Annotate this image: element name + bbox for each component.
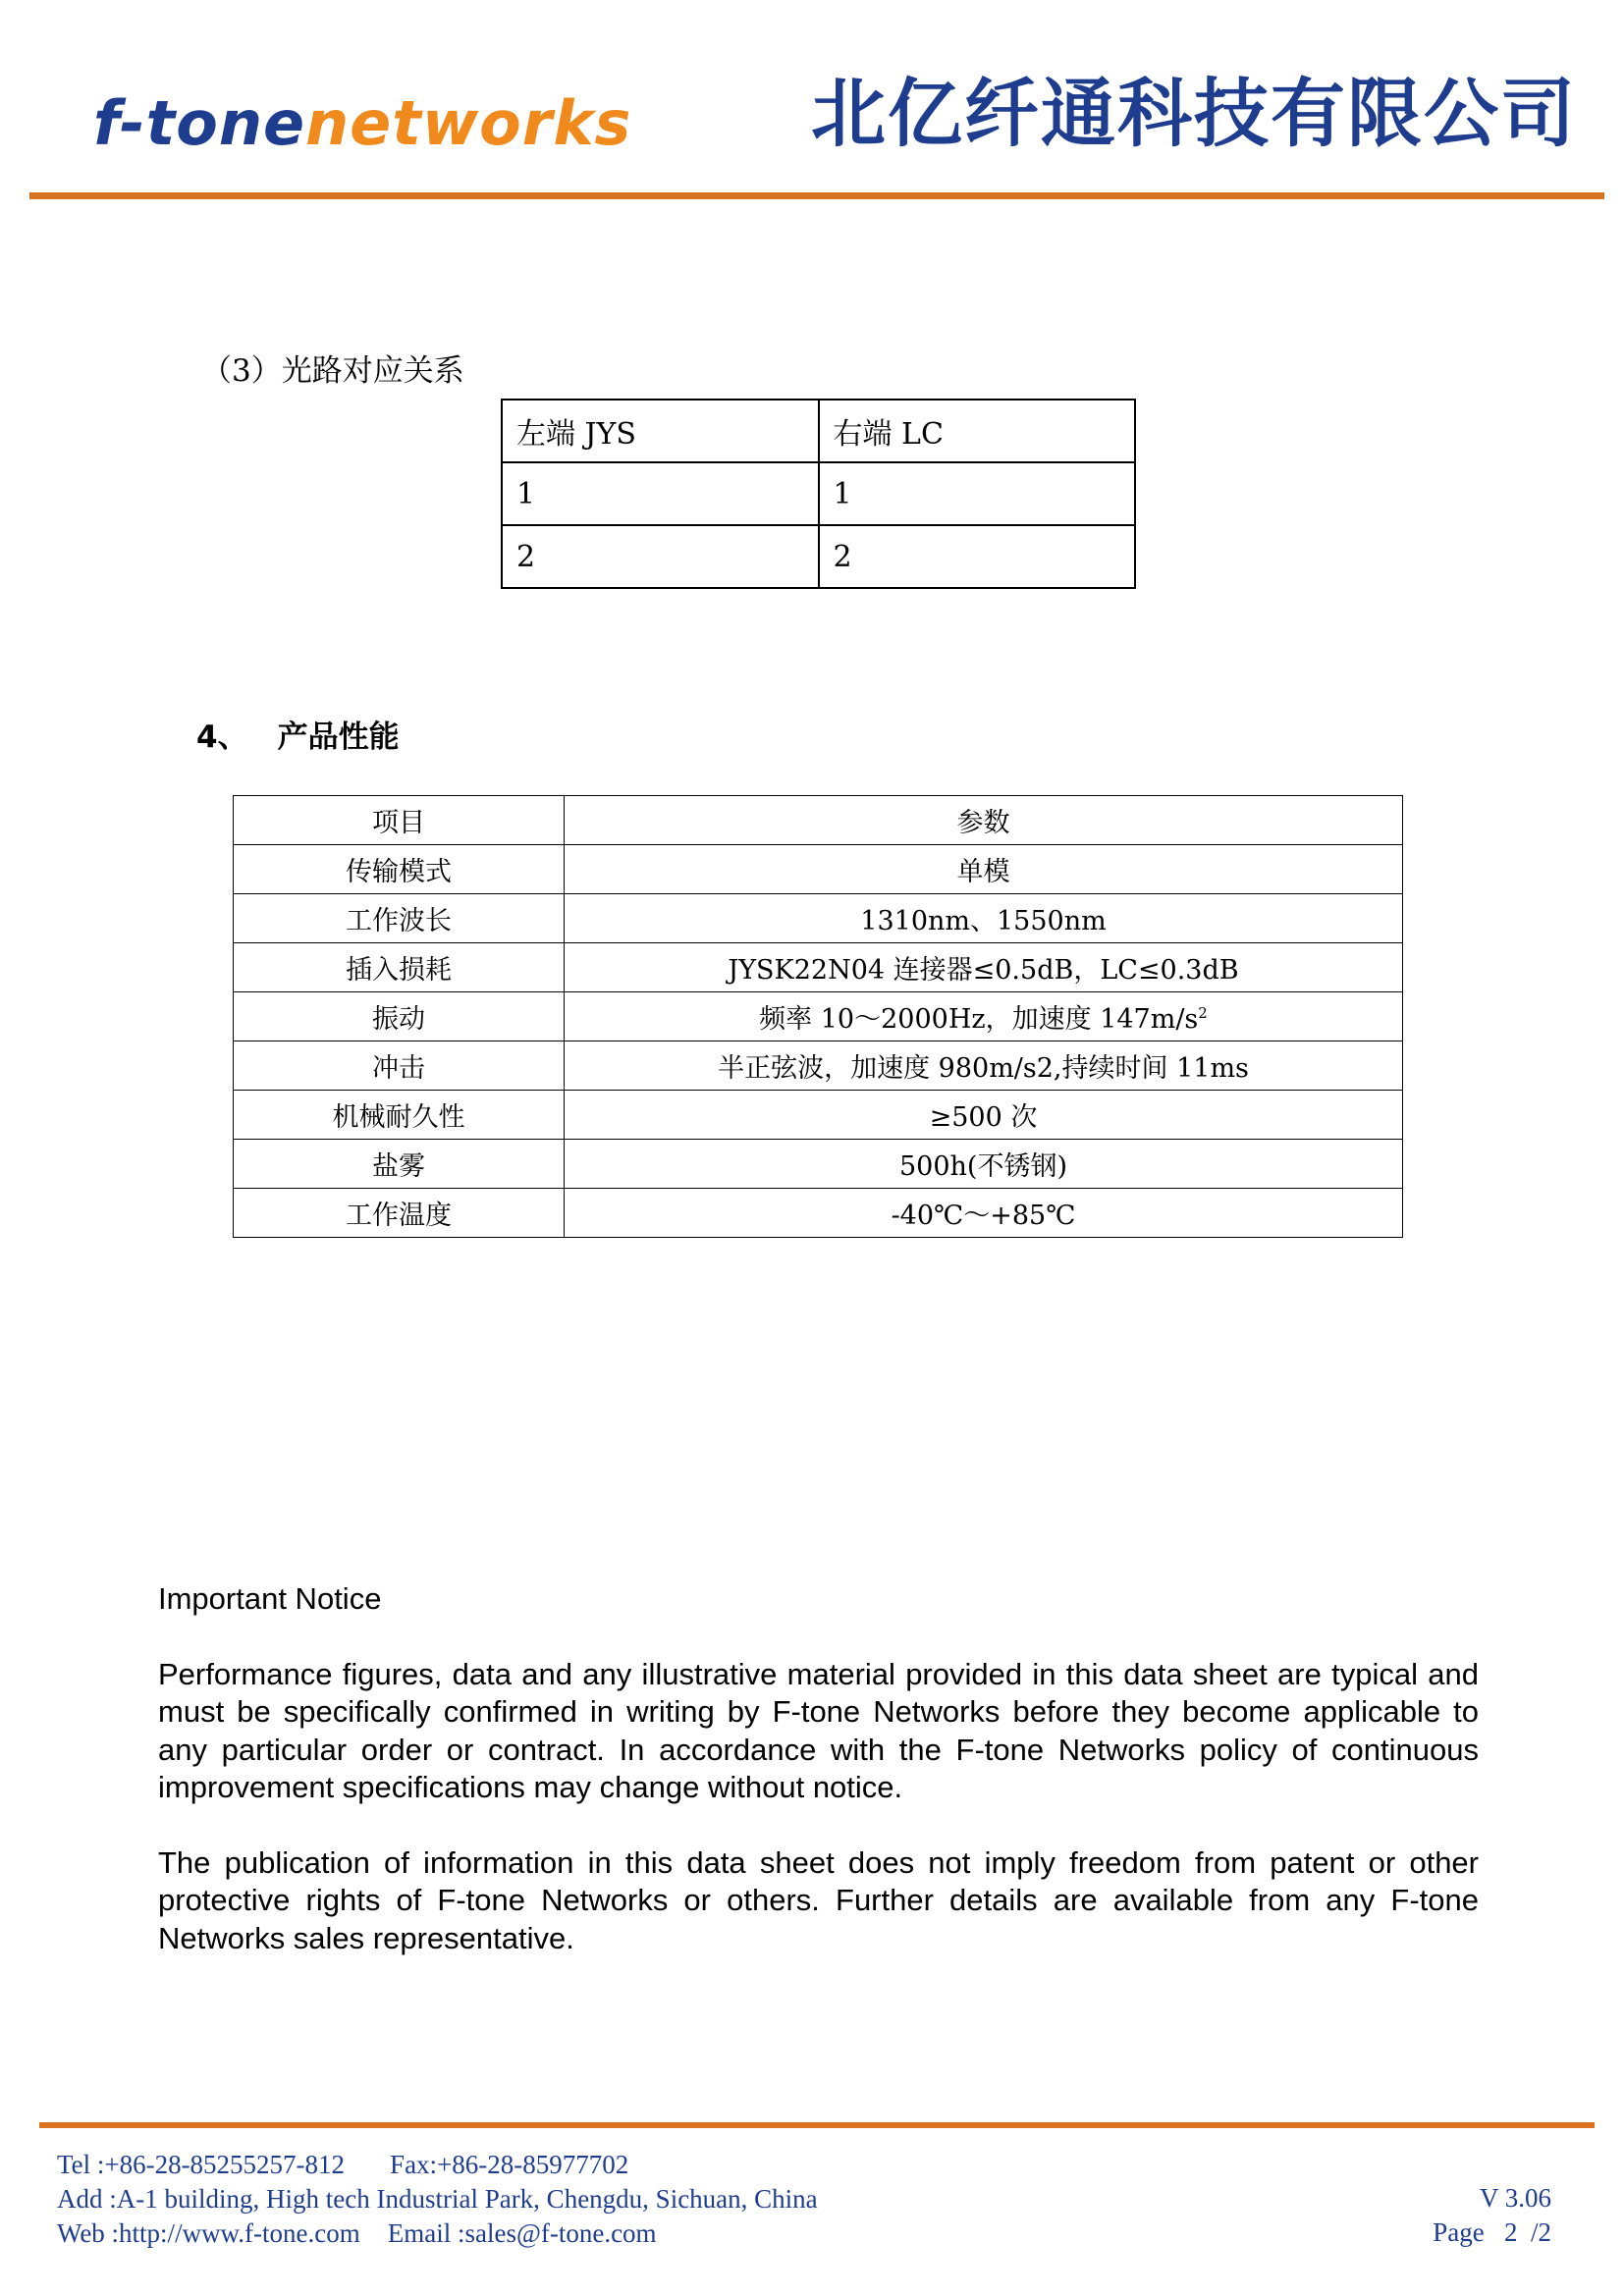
header-divider	[29, 192, 1604, 199]
section4-heading: 产品性能	[277, 720, 400, 755]
footer-version: V 3.06	[1479, 2183, 1551, 2213]
table-cell	[565, 992, 1403, 1041]
table-cell: 1310nm、1550nm	[565, 894, 1403, 943]
footer-web[interactable]: Web :http://www.f-tone.com	[57, 2218, 360, 2248]
table-cell: 工作温度	[234, 1189, 565, 1238]
table-row	[234, 1091, 1403, 1140]
table-row	[234, 894, 1403, 943]
important-notice	[158, 1580, 1479, 1995]
table-header-cell: 左端 JYS	[502, 400, 819, 462]
table-cell: 2	[819, 525, 1136, 588]
footer-page-info	[1433, 2181, 1551, 2250]
footer-address: Add :A-1 building, High tech Industrial Park, Chengdu, Sichuan, China	[57, 2184, 818, 2214]
table-row	[502, 525, 1135, 588]
notice-paragraph-2: The publication of information in this data sheet does not imply freedom from patent or other protective rights of F-tone Networks or others. Further details are available from any F-tone Networks sales representative.	[158, 1844, 1479, 1955]
notice-paragraph-1: Performance figures, data and any illustrative material provided in this data sheet are typical and must be specifically confirmed in writing by F-tone Networks before they become applicable to any particular order or contract. In accordance with the F-tone Networks policy of continuous improvement specifications may change without notice.	[158, 1656, 1479, 1804]
company-name: 北亿纤通科技有限公司	[811, 70, 1577, 157]
section4-number: 4、	[196, 720, 248, 755]
table-cell: 半正弦波，加速度 980m/s2,持续时间 11ms	[565, 1041, 1403, 1091]
table-cell: 传输模式	[234, 845, 565, 894]
table-cell: 冲击	[234, 1041, 565, 1091]
table-row	[234, 1140, 1403, 1189]
footer-line-3	[57, 2216, 818, 2251]
footer-line-1	[57, 2148, 818, 2182]
table-cell: 1	[502, 462, 819, 525]
table-row	[234, 1041, 1403, 1091]
table-cell: JYSK22N04 连接器≤0.5dB，LC≤0.3dB	[565, 943, 1403, 992]
vibration-value: 频率 10～2000Hz，加速度 147m/s	[759, 1004, 1199, 1035]
vibration-superscript: 2	[1198, 1004, 1208, 1022]
footer-contact	[57, 2148, 818, 2251]
table-row	[234, 943, 1403, 992]
table-row	[234, 992, 1403, 1041]
section4-title	[196, 712, 400, 756]
section3-title: （3）光路对应关系	[201, 353, 464, 389]
notice-title: Important Notice	[158, 1581, 382, 1616]
footer-email[interactable]: Email :sales@f-tone.com	[387, 2218, 657, 2248]
performance-table	[233, 795, 1403, 1238]
footer-tel: Tel :+86-28-85255257-812	[57, 2150, 346, 2179]
company-logo	[93, 87, 632, 159]
logo-text-part1: f-tone	[93, 87, 306, 159]
table-cell: 机械耐久性	[234, 1091, 565, 1140]
table-cell: 盐雾	[234, 1140, 565, 1189]
logo-text-part2: networks	[305, 87, 632, 159]
table-cell: 工作波长	[234, 894, 565, 943]
table-cell: 插入损耗	[234, 943, 565, 992]
table-cell: 2	[502, 525, 819, 588]
table-header-cell: 项目	[234, 796, 565, 845]
table-cell: 1	[819, 462, 1136, 525]
table-cell: 500h(不锈钢)	[565, 1140, 1403, 1189]
footer-divider	[39, 2122, 1595, 2128]
table-row	[502, 462, 1135, 525]
fiber-mapping-table	[501, 399, 1136, 589]
table-header-cell: 右端 LC	[819, 400, 1136, 462]
table-cell: 单模	[565, 845, 1403, 894]
table-cell: ≥500 次	[565, 1091, 1403, 1140]
footer-fax: Fax:+86-28-85977702	[390, 2150, 629, 2179]
table-header-row	[234, 796, 1403, 845]
table-cell: 振动	[234, 992, 565, 1041]
table-row	[234, 845, 1403, 894]
table-header-row	[502, 400, 1135, 462]
table-cell: -40℃～+85℃	[565, 1189, 1403, 1238]
table-row	[234, 1189, 1403, 1238]
footer-page-number: Page 2 /2	[1433, 2217, 1551, 2247]
table-header-cell: 参数	[565, 796, 1403, 845]
